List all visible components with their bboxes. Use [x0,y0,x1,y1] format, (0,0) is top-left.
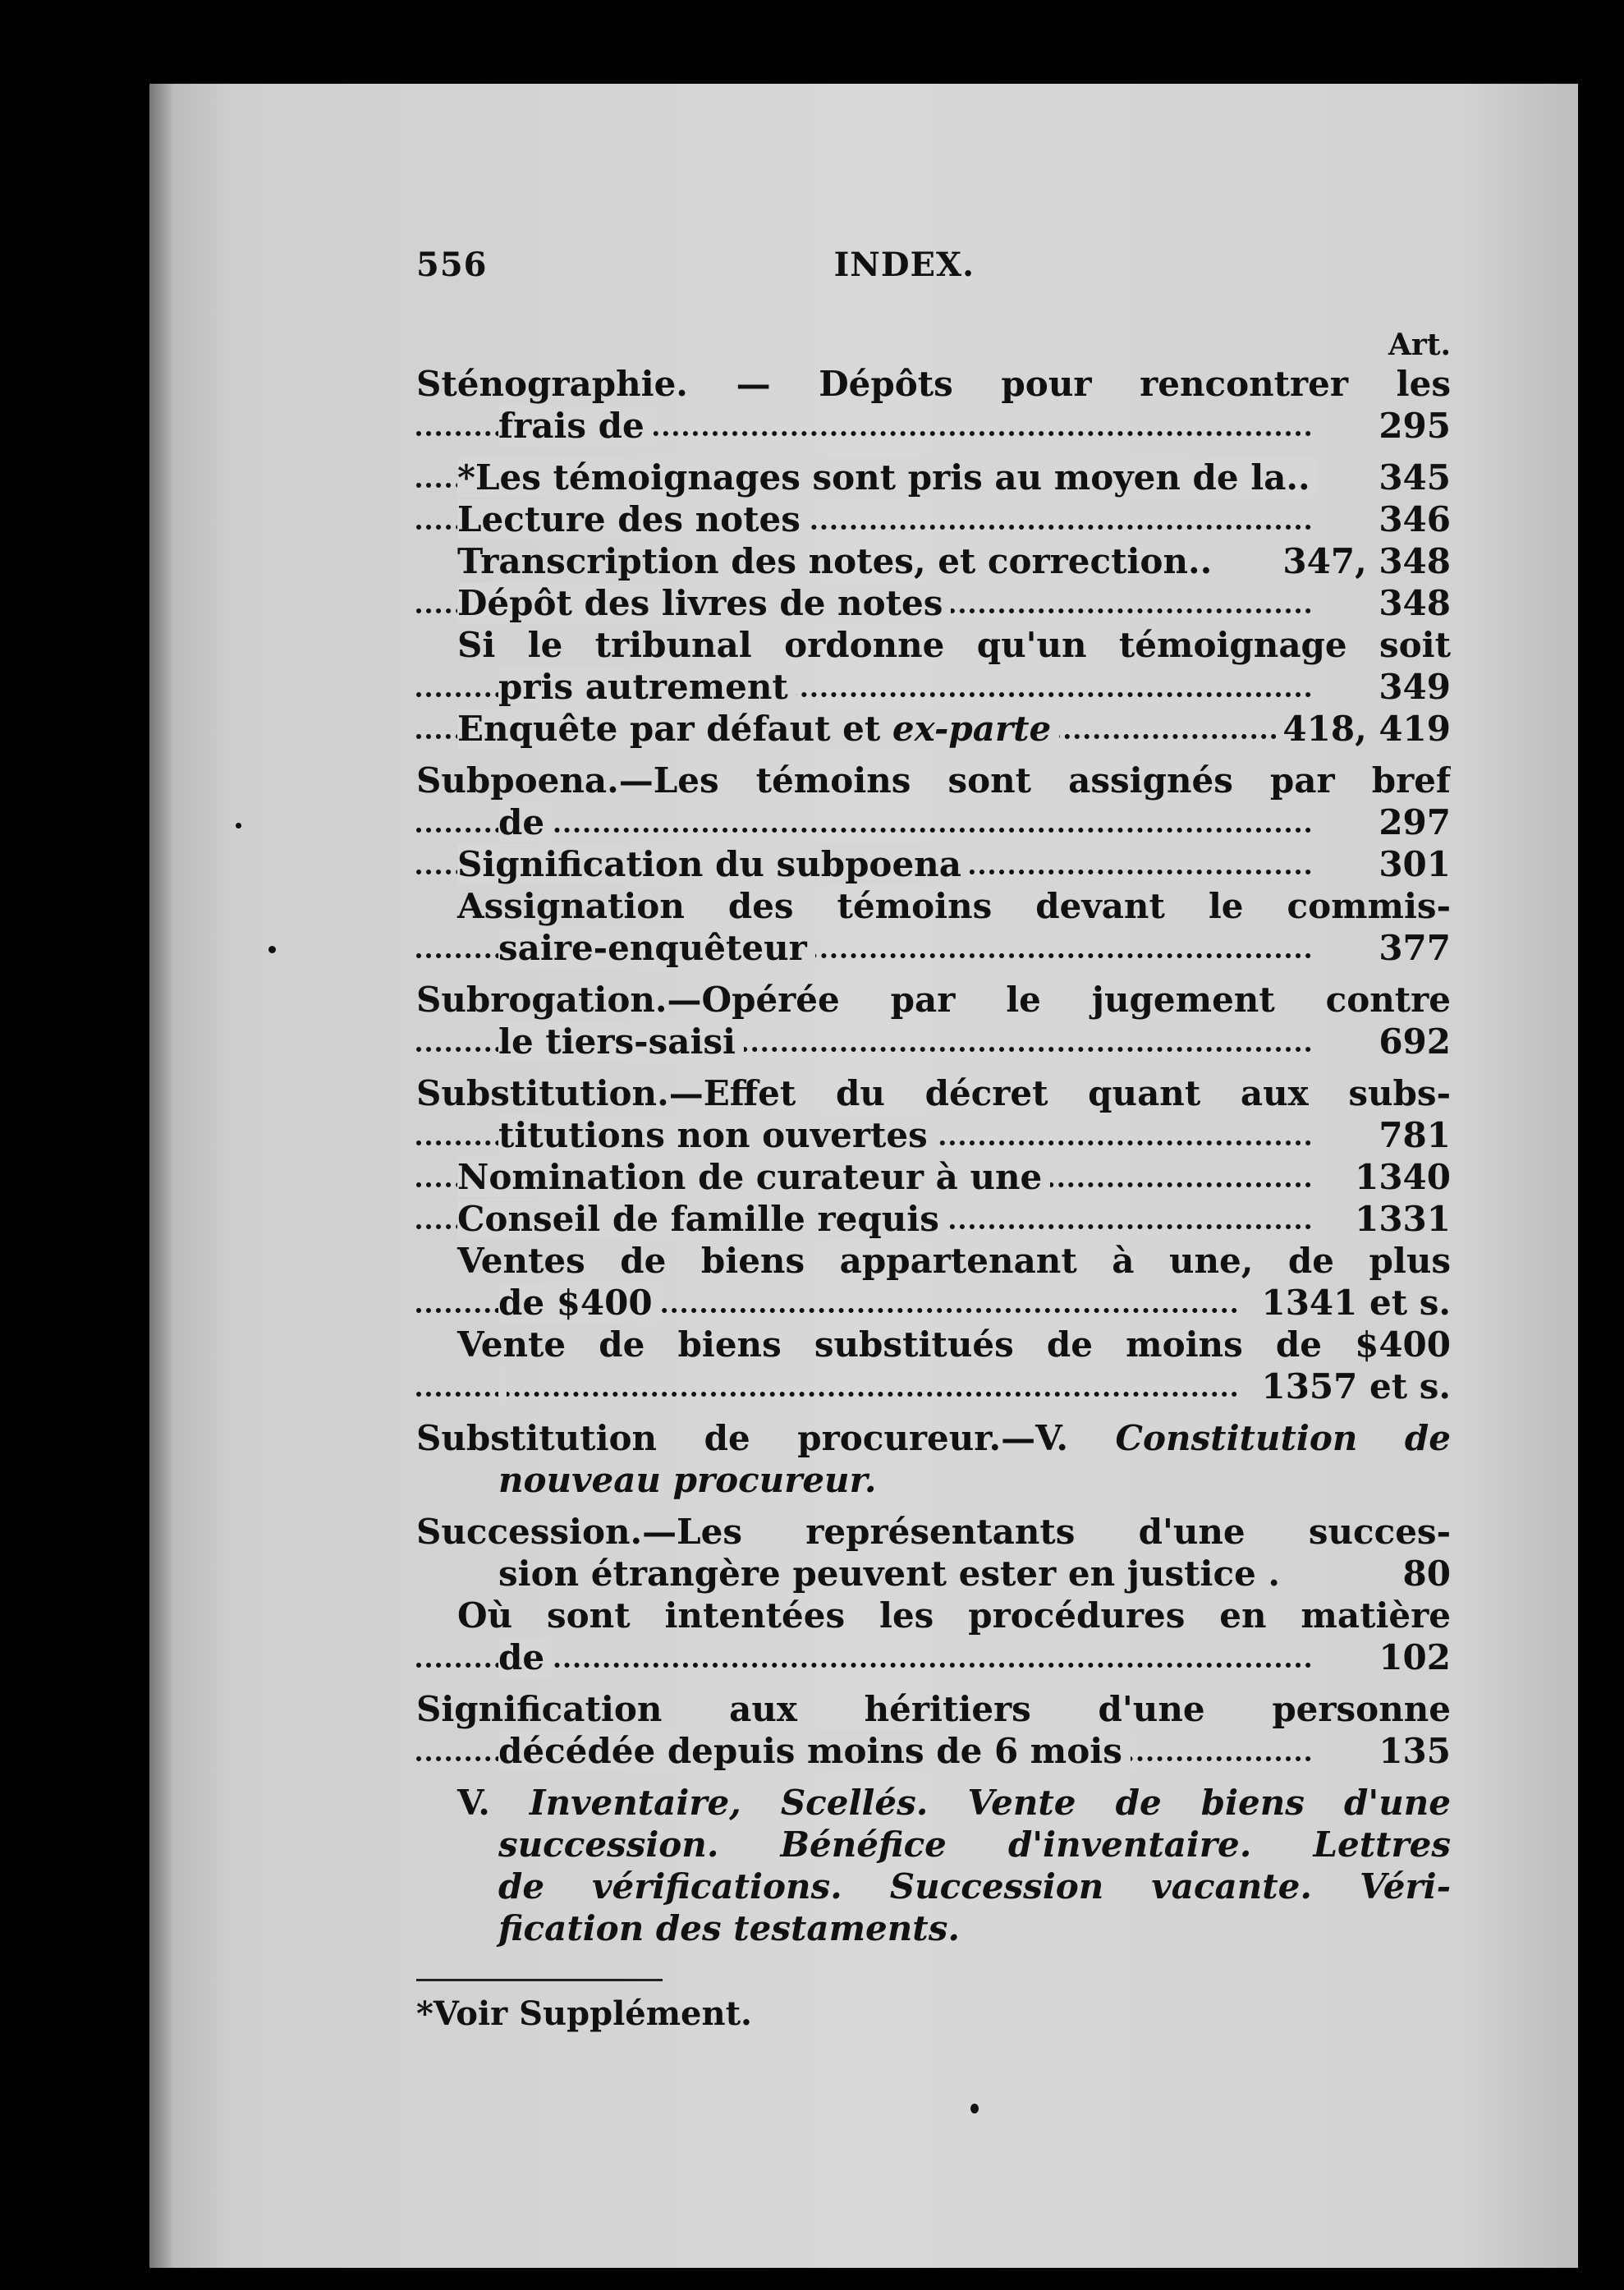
index-line [416,405,1451,447]
index-entry [416,1511,1451,1678]
index-entry [416,363,1451,447]
entry-text: *Les témoignages sont pris au moyen de la.. [457,457,1319,498]
entry-text: Signification du subpoena [457,844,970,884]
article-reference: 377 [1379,928,1451,968]
article-reference: 347, 348 [1282,541,1451,581]
entry-italic-text: Inventaire, Scellés. Vente de biens d'une [489,1783,1451,1823]
entry-text: Si le tribunal ordonne qu'un témoignage soit [457,625,1451,665]
index-line [416,363,1451,405]
index-line [416,1636,1451,1678]
entry-text: Substitution de procureur.—V. Constitution de [416,1418,1451,1458]
article-reference: 301 [1379,844,1451,884]
entry-text [498,1824,1451,1865]
article-reference: 418, 419 [1282,709,1451,749]
scan-speck [236,823,241,828]
entry-text: Sténographie. — Dépôts pour rencontrer les [416,364,1451,404]
footnote: *Voir Supplément. [416,1994,752,2033]
index-content [416,244,1451,2035]
index-line [416,1730,1451,1772]
page-title: INDEX. [833,246,975,284]
article-reference: 1331 [1355,1199,1451,1239]
art-column-label: Art. [1388,328,1451,362]
entry-text: décédée depuis moins de 6 mois [498,1731,1131,1771]
entry-text: titutions non ouvertes [498,1115,936,1155]
entry-text: Succession.—Les représentants d'une succes- [416,1512,1451,1552]
entry-text: Lecture des notes [457,499,809,539]
index-entry [416,1417,1451,1501]
entry-text: sion étrangère peuvent ester en justice . [498,1553,1281,1594]
index-line [416,843,1451,885]
entry-text: saire-enquêteur [498,928,815,968]
index-line [416,666,1451,708]
entry-italic-text: ex-parte [880,709,1052,749]
index-line [416,1240,1451,1282]
index-line [416,1417,1451,1459]
entry-text: Signification aux héritiers d'une personne [416,1689,1451,1729]
index-line [416,1072,1451,1114]
index-line [416,1021,1451,1062]
index-line [416,1282,1451,1324]
entry-italic-text: Constitution de [1068,1418,1451,1458]
index-line [416,927,1451,969]
scan-speck [268,946,276,953]
index-line [416,1782,1451,1824]
article-reference: 348 [1379,583,1451,623]
article-reference: 135 [1379,1731,1451,1771]
page-header [416,244,975,286]
entry-text: pris autrement [498,667,796,707]
article-reference: 1340 [1355,1157,1451,1197]
entry-text: de [498,1637,553,1677]
index-line [416,1553,1451,1595]
entry-text: Nomination de curateur à une [457,1157,1050,1197]
index-line [416,582,1451,624]
article-reference: 345 [1379,457,1451,498]
index-line [416,1324,1451,1365]
index-line [416,1156,1451,1198]
entry-italic-text: fication des testaments. [498,1908,960,1948]
entry-text: Vente de biens substitués de moins de $400 [457,1324,1451,1365]
index-line [416,760,1451,801]
entry-text: Substitution.—Effet du décret quant aux subs- [416,1073,1451,1113]
article-reference: 1357 et s. [1261,1366,1451,1407]
index-line [416,1688,1451,1730]
article-reference: 297 [1379,802,1451,842]
entry-text: Transcription des notes, et correction.. [457,541,1213,581]
index-line [416,1595,1451,1636]
index-line [416,801,1451,843]
index-entry [416,979,1451,1062]
entry-text: de [498,802,553,842]
footnote-rule [416,1979,663,1981]
index-entries [416,363,1451,1949]
entry-text: frais de [498,406,653,446]
index-entry [416,1688,1451,1772]
index-line [416,1114,1451,1156]
index-line [416,624,1451,666]
dot-leader [416,1392,1237,1397]
scan-speck [970,2104,979,2113]
entry-text: Où sont intentées les procédures en matière [457,1595,1451,1636]
index-line [416,1866,1451,1907]
entry-text: le tiers-saisi [498,1021,744,1062]
book-page [149,84,1578,2268]
entry-text [498,1866,1451,1907]
entry-text: V. Inventaire, Scellés. Vente de biens d'une [457,1783,1451,1823]
entry-text: Ventes de biens appartenant à une, de plus [457,1241,1451,1281]
page-shadow [149,84,174,2268]
entry-text: Enquête par défaut et ex-parte [457,709,1059,749]
index-line [416,540,1451,582]
article-reference: 781 [1379,1115,1451,1155]
article-reference: 80 [1402,1553,1451,1594]
entry-text: Conseil de famille requis [457,1199,947,1239]
entry-text: Assignation des témoins devant le commis- [457,886,1451,926]
entry-text: de $400 [498,1283,661,1323]
index-line [416,708,1451,750]
article-reference: 349 [1379,667,1451,707]
index-line [416,1907,1451,1949]
index-line [416,1824,1451,1866]
entry-italic-text: succession. Bénéfice d'inventaire. Lettres [498,1824,1451,1865]
entry-italic-text: nouveau procureur. [498,1460,877,1500]
article-reference: 346 [1379,499,1451,539]
entry-italic-text: de vérifications. Succession vacante. Véri- [498,1866,1451,1907]
entry-text [498,1460,876,1500]
index-line [416,1198,1451,1240]
page-number: 556 [416,246,488,284]
index-entry [416,1072,1451,1407]
article-reference: 692 [1379,1021,1451,1062]
index-line [416,1511,1451,1553]
entry-text: Dépôt des livres de notes [457,583,951,623]
article-reference: 102 [1379,1637,1451,1677]
entry-text [498,1366,507,1407]
entry-text: Subrogation.—Opérée par le jugement contre [416,980,1451,1020]
index-line [416,1365,1451,1407]
index-line [416,885,1451,927]
index-entry [416,760,1451,969]
index-line [416,457,1451,498]
index-entry [416,457,1451,750]
index-line [416,498,1451,540]
index-entry [416,1782,1451,1949]
article-reference: 295 [1379,406,1451,446]
index-line [416,979,1451,1021]
index-line [416,1459,1451,1501]
entry-text [498,1908,960,1948]
article-reference: 1341 et s. [1261,1283,1451,1323]
entry-text: Subpoena.—Les témoins sont assignés par bref [416,760,1451,801]
